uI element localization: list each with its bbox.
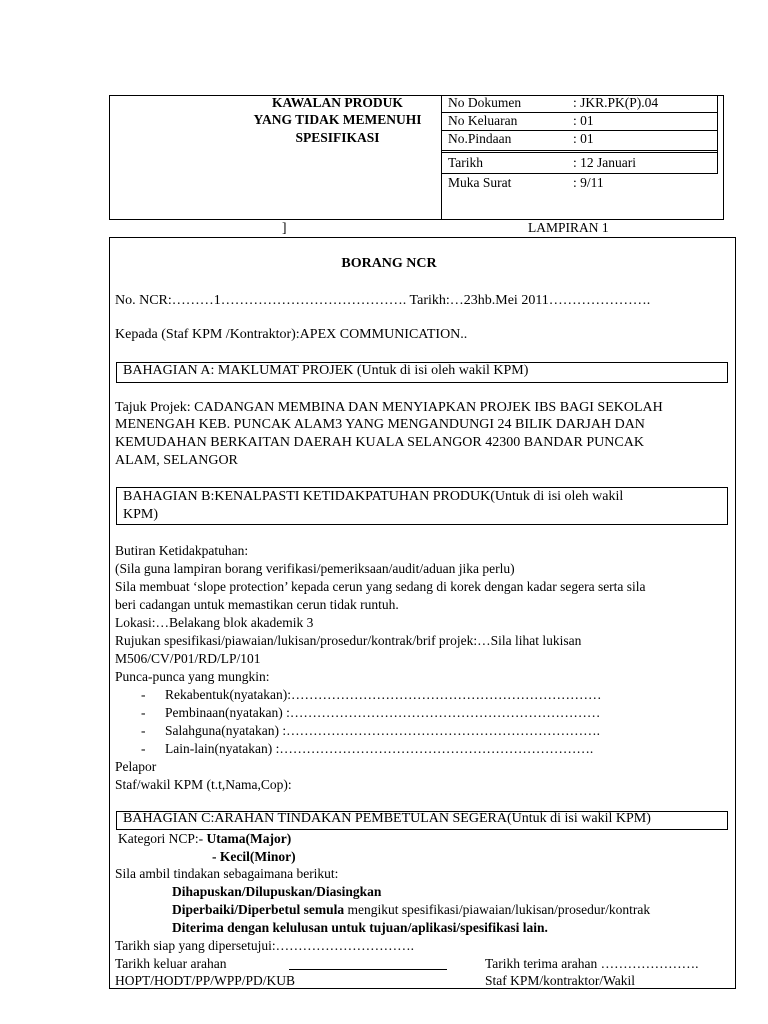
punca-item: Salahguna(nyatakan) :……………………………………………………………. (165, 723, 600, 738)
butiran-line: beri cadangan untuk memastikan cerun tidak runtuh. (115, 597, 399, 612)
butiran-line: Rujukan spesifikasi/piawaian/lukisan/prosedur/kontrak/brif projek:…Sila lihat lukisan (115, 633, 582, 648)
action-diperbaiki-rest: mengikut spesifikasi/piawaian/lukisan/prosedur/kontrak (344, 902, 651, 917)
header-row-value: : 01 (573, 113, 594, 128)
butiran-line: Butiran Ketidakpatuhan: (115, 543, 249, 558)
kepada-line: Kepada (Staf KPM /Kontraktor):APEX COMMUNICATION.. (115, 327, 468, 342)
header-row-value: : JKR.PK(P).04 (573, 95, 659, 110)
tajuk-line-4: ALAM, SELANGOR (115, 453, 238, 468)
pelapor-label: Pelapor (115, 759, 157, 774)
header-row-rule (441, 150, 718, 151)
header-row-label: Tarikh (448, 155, 484, 170)
header-row-rule (441, 152, 718, 153)
action-diperbaiki: Diperbaiki/Diperbetul semula (172, 902, 345, 917)
punca-dash: - (141, 705, 146, 720)
butiran-line: Sila membuat ‘slope protection’ kepada cerun yang sedang di korek dengan kadar segera serta sila (115, 579, 646, 594)
section-b-label-line-2: KPM) (123, 507, 159, 522)
punca-dash: - (141, 687, 146, 702)
header-row-value: : 9/11 (573, 175, 604, 190)
header-title-line-2: YANG TIDAK MEMENUHI (253, 112, 422, 127)
tarikh-terima-label: Tarikh terima arahan …………………. (485, 956, 699, 971)
section-c-label: BAHAGIAN C:ARAHAN TINDAKAN PEMBETULAN SEGERA(Untuk di isi wakil KPM) (123, 811, 651, 826)
butiran-line: M506/CV/P01/RD/LP/101 (115, 651, 261, 666)
punca-item: Rekabentuk(nyatakan):…………………………………………………………… (165, 687, 602, 702)
butiran-line: Lokasi:…Belakang blok akademik 3 (115, 615, 314, 630)
tajuk-line-1: Tajuk Projek: CADANGAN MEMBINA DAN MENYIAPKAN PROJEK IBS BAGI SEKOLAH (115, 400, 663, 415)
tajuk-line-2: MENENGAH KEB. PUNCAK ALAM3 YANG MENGANDUNGI 24 BILIK DARJAH DAN (115, 417, 645, 432)
header-row-value: : 01 (573, 131, 594, 146)
staf-wakil-label: Staf/wakil KPM (t.t,Nama,Cop): (115, 777, 292, 792)
sila-ambil-line: Sila ambil tindakan sebagaimana berikut: (115, 866, 339, 881)
lampiran-label: LAMPIRAN 1 (528, 220, 609, 235)
header-title-line-1: KAWALAN PRODUK (272, 95, 403, 110)
action-diperbaiki-line (172, 902, 650, 918)
header-row-label: No Dokumen (448, 95, 522, 110)
kategori-line (118, 831, 291, 847)
tarikh-siap-line: Tarikh siap yang dipersetujui:…………………………. (115, 938, 415, 953)
header-right-edge (717, 95, 718, 174)
kategori-kecil: - Kecil(Minor) (212, 849, 296, 864)
hopt-label: HOPT/HODT/PP/WPP/PD/KUB (115, 973, 296, 988)
punca-item: Lain-lain(nyatakan) :……………………………………………………………. (165, 741, 594, 756)
action-dihapuskan: Dihapuskan/Dilupuskan/Diasingkan (172, 884, 382, 899)
form-title: BORANG NCR (341, 256, 437, 271)
kategori-utama: Utama(Major) (206, 831, 292, 846)
header-title-line-3: SPESIFIKASI (295, 130, 380, 145)
tarikh-keluar-label: Tarikh keluar arahan (115, 956, 227, 971)
header-row-rule (441, 173, 718, 174)
ncr-number-line: No. NCR:………1…………………………………. Tarikh:…23hb.Mei 2011…………………. (115, 293, 651, 308)
butiran-line: (Sila guna lampiran borang verifikasi/pemeriksaan/audit/aduan jika perlu) (115, 561, 515, 576)
action-diterima: Diterima dengan kelulusan untuk tujuan/aplikasi/spesifikasi lain. (172, 920, 548, 935)
header-row-value: : 12 Januari (573, 155, 636, 170)
signature-line (289, 969, 447, 970)
bracket-mark: ] (282, 220, 287, 235)
section-a-label: BAHAGIAN A: MAKLUMAT PROJEK (Untuk di isi oleh wakil KPM) (123, 363, 529, 378)
header-row-label: No.Pindaan (448, 131, 512, 146)
punca-item: Pembinaan(nyatakan) :…………………………………………………………… (165, 705, 601, 720)
tajuk-line-3: KEMUDAHAN BERKAITAN DAERAH KUALA SELANGOR 42300 BANDAR PUNCAK (115, 435, 644, 450)
butiran-line: Punca-punca yang mungkin: (115, 669, 270, 684)
punca-dash: - (141, 741, 146, 756)
punca-dash: - (141, 723, 146, 738)
header-row-label: Muka Surat (448, 175, 512, 190)
header-row-label: No Keluaran (448, 113, 518, 128)
staf-kpm-label: Staf KPM/kontraktor/Wakil (485, 973, 636, 988)
section-b-label-line-1: BAHAGIAN B:KENALPASTI KETIDAKPATUHAN PRODUK(Untuk di isi oleh wakil (123, 489, 624, 504)
kategori-prefix: Kategori NCP:- (118, 831, 207, 846)
